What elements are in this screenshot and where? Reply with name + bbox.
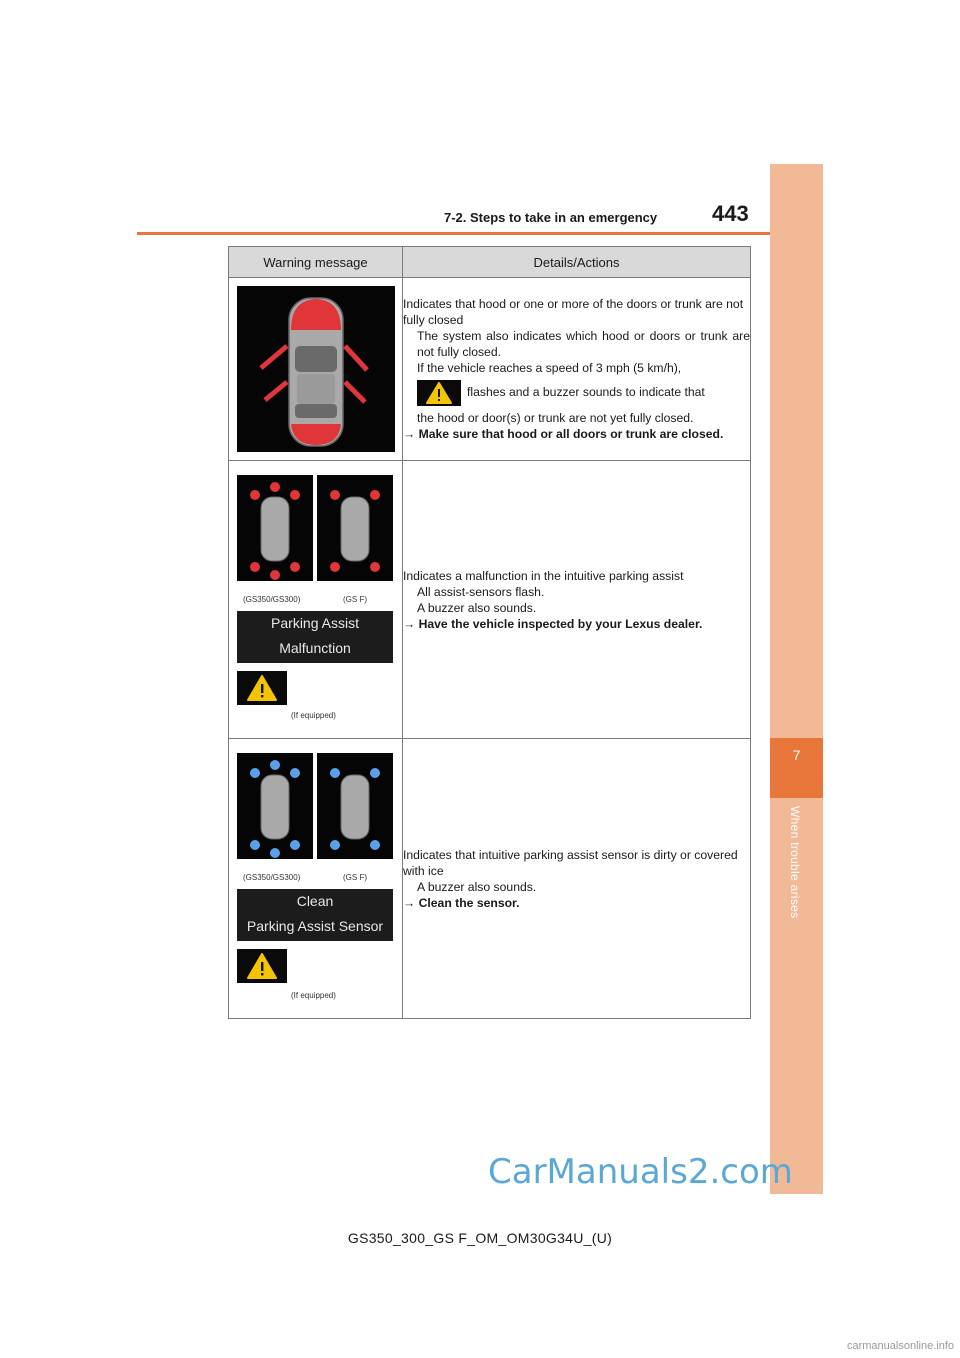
action-text: Have the vehicle inspected by your Lexus dealer.	[418, 616, 703, 631]
warning-table	[228, 246, 751, 1019]
warning-triangle-icon	[417, 380, 461, 406]
message-line: Parking Assist Sensor	[246, 918, 384, 934]
page-number: 443	[712, 201, 749, 226]
details-cell	[403, 461, 751, 739]
arrow-icon: →	[403, 616, 416, 631]
door-open-car-icon	[237, 286, 395, 452]
image-caption: (GS350/GS300)	[243, 595, 301, 604]
details-text: Indicates that hood or one or more of the doors or trunk are not fully closed	[403, 297, 744, 327]
message-line: Parking Assist	[271, 615, 359, 631]
table-header-row	[229, 247, 751, 278]
chapter-label: When trouble arises	[788, 806, 802, 919]
details-cell	[403, 278, 751, 461]
image-caption: (GS350/GS300)	[243, 873, 301, 882]
details-text: If the vehicle reaches a speed of 3 mph (5 km/h),	[417, 361, 682, 375]
clean-sensor-message	[237, 889, 393, 941]
clean-sensor-cell	[229, 739, 403, 1019]
warning-triangle-icon	[417, 380, 461, 406]
details-cell	[403, 739, 751, 1019]
dirty-sensors-icon	[237, 753, 397, 863]
arrow-icon: →	[403, 895, 416, 910]
warning-triangle-icon	[237, 671, 287, 705]
section-title: 7-2. Steps to take in an emergency	[444, 210, 658, 225]
table-row	[229, 739, 751, 1019]
table-row	[229, 278, 751, 461]
message-line: Clean	[296, 893, 334, 909]
watermark-secondary: carmanualsonline.info	[846, 1340, 954, 1352]
table-row	[229, 461, 751, 739]
details-text: All assist-sensors flash.	[417, 584, 545, 599]
column-header-details: Details/Actions	[403, 247, 751, 278]
header-rule	[137, 232, 823, 235]
warning-indicator	[237, 949, 287, 983]
if-equipped-note: (If equipped)	[291, 711, 336, 720]
image-caption: (GS F)	[343, 595, 367, 604]
chapter-number: 7	[792, 747, 801, 763]
action-text: Clean the sensor.	[418, 895, 520, 910]
details-text: Indicates a malfunction in the intuitive parking assist	[403, 568, 684, 583]
details-text: Indicates that intuitive parking assist sensor is dirty or covered with ice	[403, 847, 738, 878]
parking-assist-malfunction-sensors-icon	[237, 475, 397, 585]
door-open-display-cell	[229, 278, 403, 461]
if-equipped-note: (If equipped)	[291, 991, 336, 1000]
details-text: The system also indicates which hood or doors or trunk are not fully closed.	[417, 329, 750, 359]
details-text: the hood or door(s) or trunk are not yet fully closed.	[417, 411, 694, 425]
parking-assist-malfunction-message	[237, 611, 393, 663]
details-text: A buzzer also sounds.	[417, 879, 537, 894]
side-tab	[770, 164, 823, 1194]
details-text: A buzzer also sounds.	[417, 600, 537, 615]
warning-triangle-icon	[237, 949, 287, 983]
footer-code: GS350_300_GS F_OM_OM30G34U_(U)	[347, 1230, 613, 1246]
message-line: Malfunction	[279, 640, 351, 656]
details-text: flashes and a buzzer sounds to indicate that	[467, 385, 705, 400]
watermark: CarManuals2.com	[488, 1152, 793, 1192]
column-header-message: Warning message	[229, 247, 403, 278]
arrow-icon: →	[403, 427, 416, 441]
image-caption: (GS F)	[343, 873, 367, 882]
parking-assist-malfunction-cell	[229, 461, 403, 739]
action-text: Make sure that hood or all doors or trunk are closed.	[418, 427, 724, 441]
warning-indicator	[237, 671, 287, 705]
